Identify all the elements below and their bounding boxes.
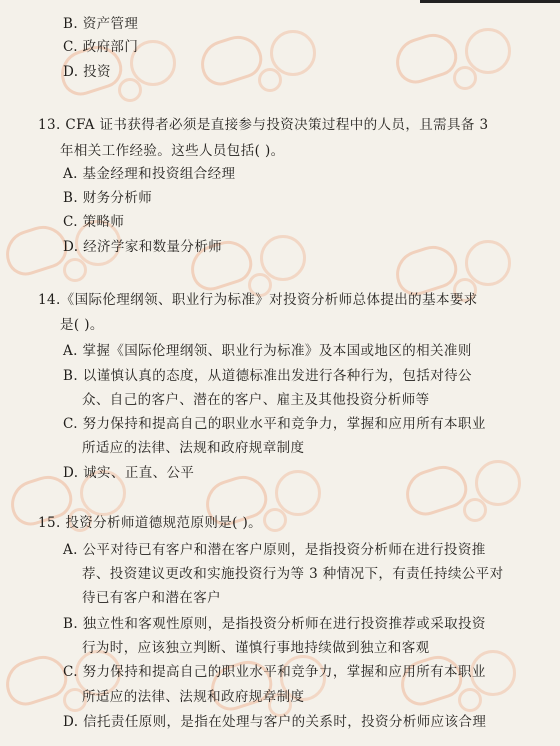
text-line: C. 努力保持和提高自己的职业水平和竞争力，掌握和应用所有本职业: [63, 416, 486, 432]
top-rule: [420, 0, 560, 3]
text-line: B. 独立性和客观性原则，是指投资分析师在进行投资推荐或采取投资: [63, 616, 486, 632]
text-line: B. 财务分析师: [63, 190, 153, 206]
text-line: 荐、投资建议更改和实施投资行为等 3 种情况下，有责任持续公平对: [82, 566, 504, 582]
text-line: B. 以谨慎认真的态度，从道德标准出发进行各种行为，包括对待公: [63, 368, 472, 384]
question-14: 14.《国际伦理纲领、职业行为标准》对投资分析师总体提出的基本要求: [38, 292, 478, 308]
watermark-logo: [5, 650, 145, 720]
text-line: A. 掌握《国际伦理纲领、职业行为标准》及本国或地区的相关准则: [63, 343, 472, 359]
text-line: 是( )。: [60, 317, 104, 333]
watermark-logo: [405, 460, 545, 530]
question-13: 13. CFA 证书获得者必须是直接参与投资决策过程中的人员，且需具备 3: [38, 117, 489, 133]
text-line: 待已有客户和潜在客户: [82, 590, 221, 606]
text-line: B. 资产管理: [63, 16, 139, 32]
question-15: 15. 投资分析师道德规范原则是( )。: [38, 515, 263, 531]
text-line: C. 策略师: [63, 214, 125, 230]
text-line: C. 努力保持和提高自己的职业水平和竞争力，掌握和应用所有本职业: [63, 664, 486, 680]
text-line: D. 诚实、正直、公平: [63, 465, 195, 481]
watermark-logo: [200, 30, 340, 100]
text-line: 行为时，应该独立判断、谨慎行事地持续做到独立和客观: [82, 640, 430, 656]
text-line: C. 政府部门: [63, 39, 139, 55]
text-line: A. 公平对待已有客户和潜在客户原则，是指投资分析师在进行投资推: [63, 542, 486, 558]
text-line: 所适应的法律、法规和政府规章制度: [82, 689, 305, 705]
text-line: 所适应的法律、法规和政府规章制度: [82, 440, 305, 456]
text-line: D. 经济学家和数量分析师: [63, 239, 223, 255]
text-line: D. 信托责任原则，是指在处理与客户的关系时，投资分析师应该合理: [63, 714, 487, 730]
watermark-logo: [395, 28, 535, 98]
text-line: 年相关工作经验。这些人员包括( )。: [60, 143, 285, 159]
watermark-logo: [400, 650, 540, 720]
text-line: A. 基金经理和投资组合经理: [63, 166, 236, 182]
text-line: D. 投资: [63, 64, 111, 80]
text-line: 众、自己的客户、潜在的客户、雇主及其他投资分析师等: [82, 392, 430, 408]
